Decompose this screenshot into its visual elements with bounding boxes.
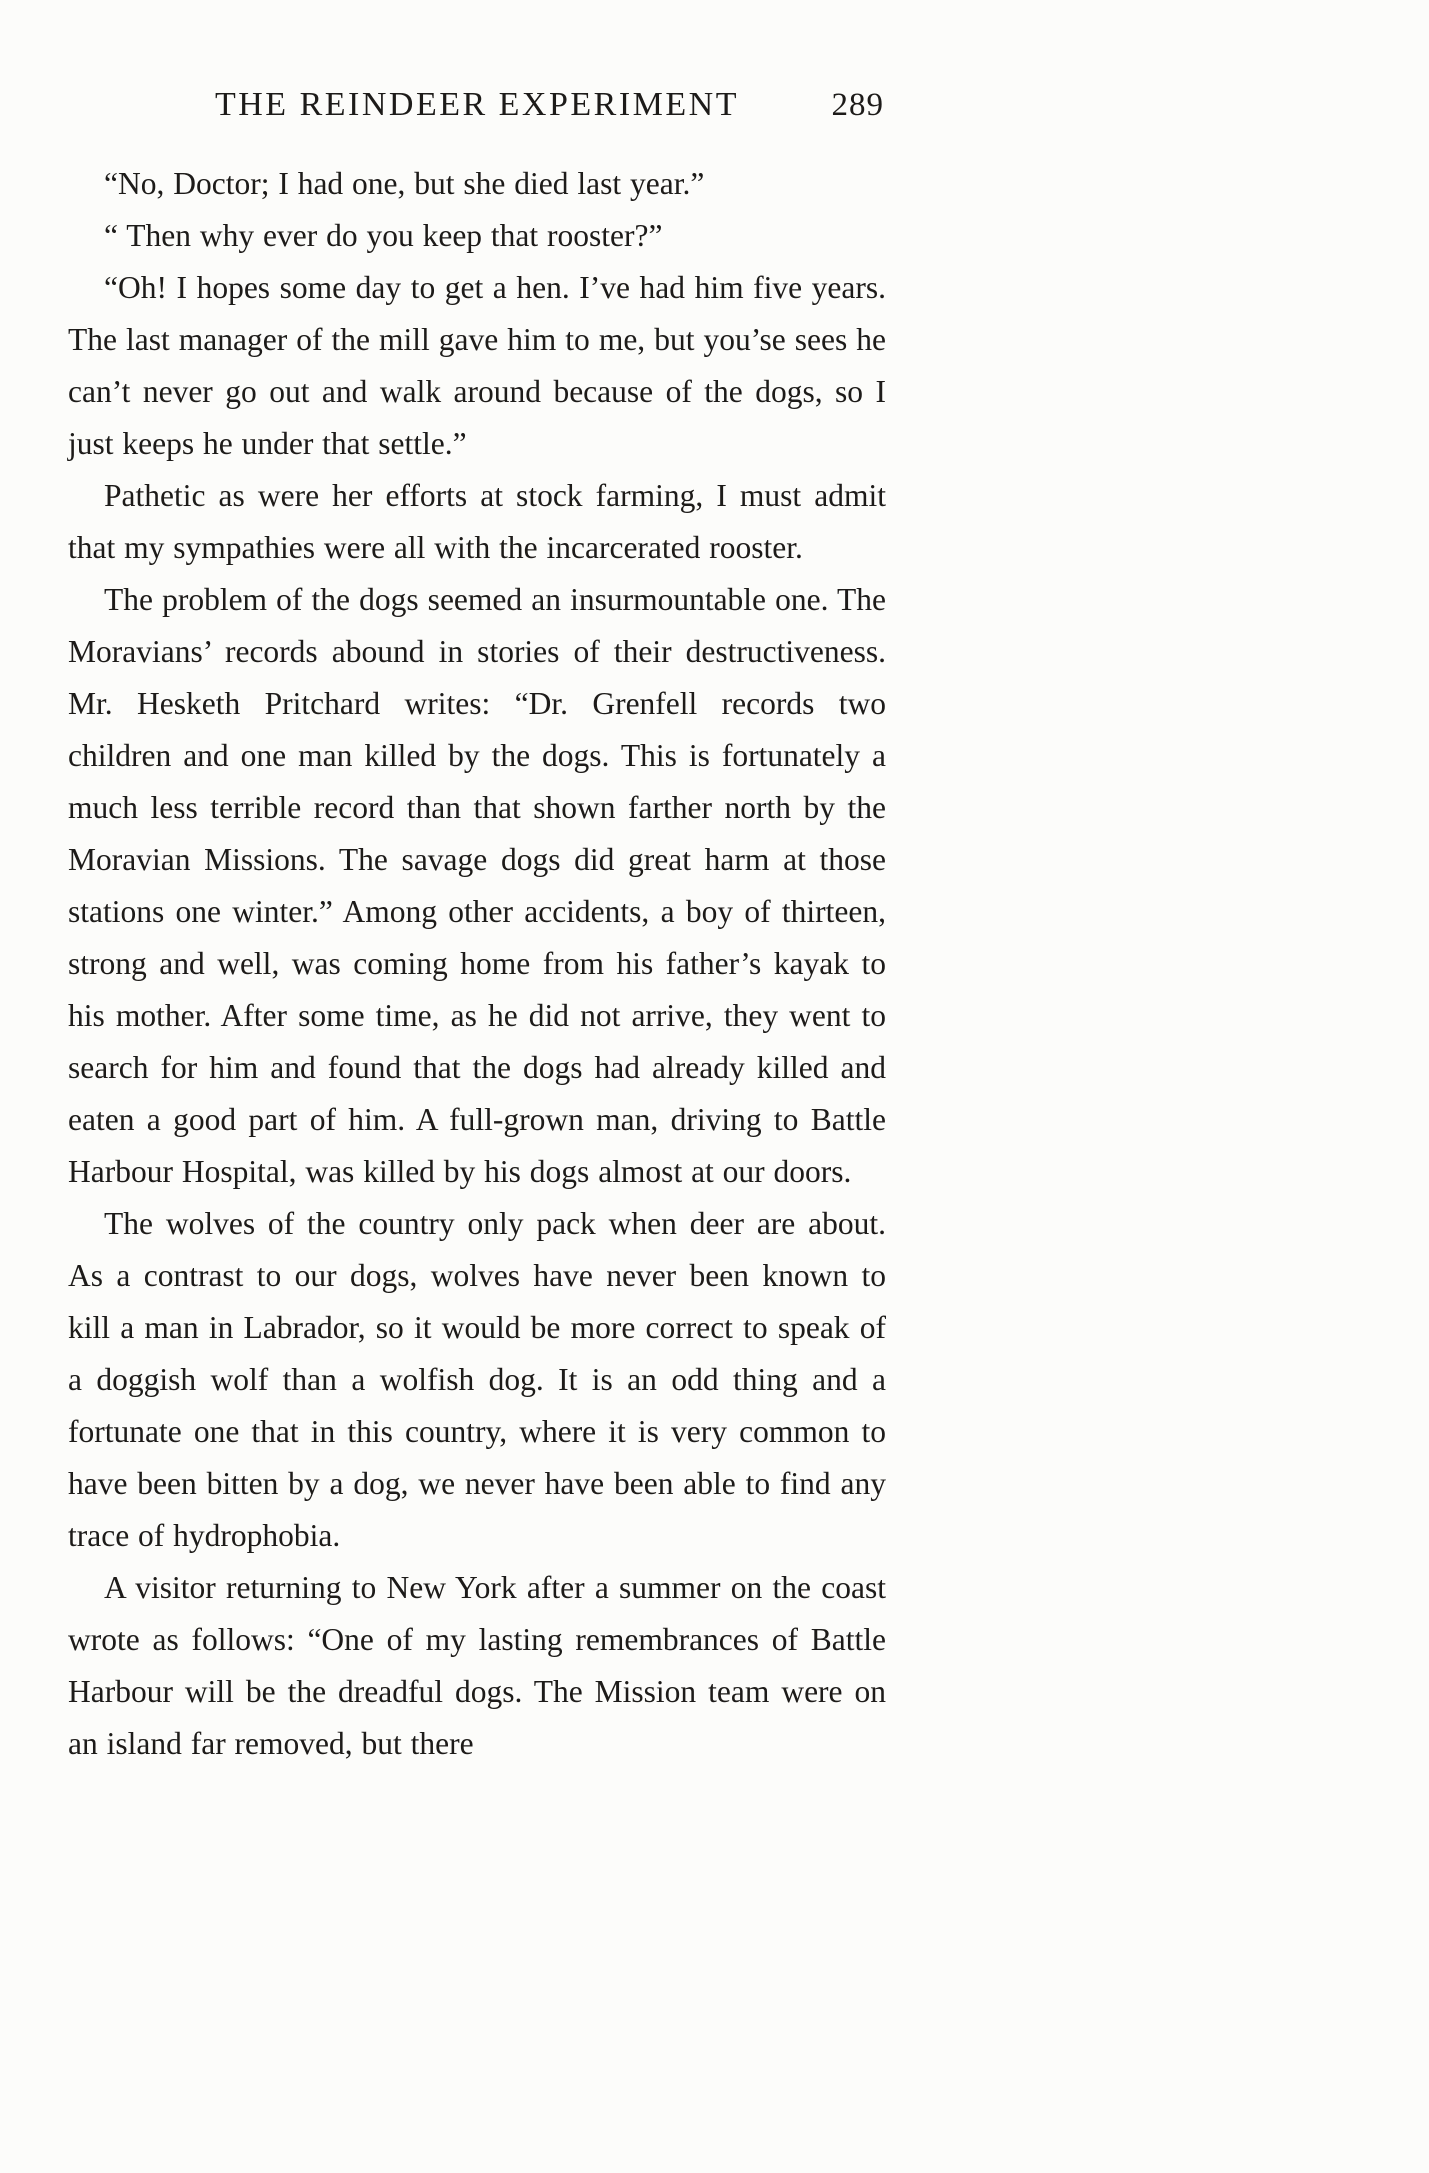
page-header [68,86,886,132]
paragraph-pathetic: Pathetic as were her efforts at stock farming, I must admit that my sympathies were all with the incarcerated rooster. [68,478,886,565]
paragraph-visitor: A visitor returning to New York after a summer on the coast wrote as follows: “One of my lasting remembrances of Battle Harbour will be the dreadful dogs. The Mission team were on an island far removed, but there [68,1570,886,1761]
paragraph-dialogue-2: “ Then why ever do you keep that rooster?” [104,218,663,253]
body-text [68,158,886,1770]
page-number: 289 [831,87,884,123]
running-title: THE REINDEER EXPERIMENT [214,86,739,123]
paragraph-wolves: The wolves of the country only pack when deer are about. As a contrast to our dogs, wolves have never been known to kill a man in Labrador, so it would be more correct to speak of a doggish wolf than a wolfish dog. It is an odd thing and a fortunate one that in this country, where it is very common to have been bitten by a dog, we never have been able to find any trace of hydrophobia. [68,1206,886,1553]
paragraph-dialogue-3: “Oh! I hopes some day to get a hen. I’ve had him five years. The last manager of the mill gave him to me, but you’se sees he can’t never go out and walk around because of the dogs, so I just keeps he under that settle.” [68,270,886,461]
paragraph-dialogue-1: “No, Doctor; I had one, but she died last year.” [104,166,705,201]
text-block [68,86,886,1770]
paragraph-dog-problem: The problem of the dogs seemed an insurmountable one. The Moravians’ records abound in stories of their destructiveness. Mr. Hesketh Pritchard writes: “Dr. Grenfell records two children and one man killed by the dogs. This is fortunately a much less terrible record than that shown farther north by the Moravian Missions. The savage dogs did great harm at those stations one winter.” Among other accidents, a boy of thirteen, strong and well, was coming home from his father’s kayak to his mother. After some time, as he did not arrive, they went to search for him and found that the dogs had already killed and eaten a good part of him. A full-grown man, driving to Battle Harbour Hospital, was killed by his dogs almost at our doors. [68,582,886,1189]
